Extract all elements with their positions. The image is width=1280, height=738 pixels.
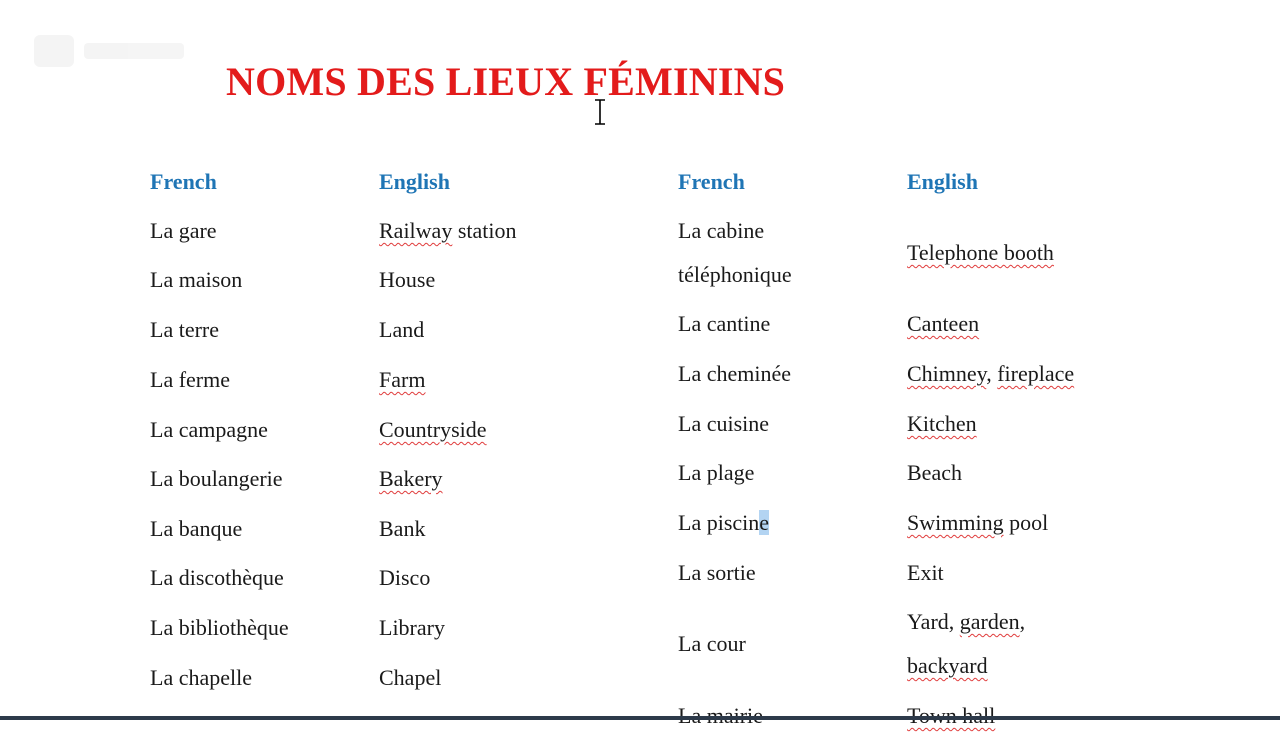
english-term: Bakery — [379, 466, 443, 491]
french-term: La cabine — [678, 218, 765, 243]
window-bottom-edge — [0, 716, 1280, 720]
text-cursor-icon — [592, 98, 608, 126]
english-term: Library — [379, 615, 445, 640]
french-term: La maison — [150, 267, 243, 292]
header-english-left: English — [379, 169, 450, 194]
french-term: La cuisine — [678, 411, 770, 436]
french-term: La gare — [150, 218, 217, 243]
french-term: La discothèque — [150, 565, 284, 590]
french-term: La sortie — [678, 560, 756, 585]
english-term — [907, 600, 1025, 644]
french-term: La ferme — [150, 367, 230, 392]
french-term: La campagne — [150, 417, 268, 442]
english-term — [907, 501, 1048, 545]
english-term: Beach — [907, 460, 962, 485]
french-term: La cantine — [678, 311, 771, 336]
english-term: Kitchen — [907, 411, 977, 436]
watermark-logo — [34, 34, 194, 68]
english-term-continued: backyard — [907, 653, 988, 678]
english-term-word: Chimney — [907, 361, 987, 386]
english-term-word: Swimming — [907, 510, 1004, 535]
page-title: NOMS DES LIEUX FÉMININS — [226, 59, 786, 104]
french-term: La bibliothèque — [150, 615, 289, 640]
french-term: La plage — [678, 460, 755, 485]
logo-wordmark — [84, 43, 184, 59]
french-term: La boulangerie — [150, 466, 283, 491]
header-french-right: French — [678, 169, 745, 194]
french-term-text: La piscin — [678, 510, 760, 535]
english-term-word: pool — [1003, 510, 1049, 535]
english-term-word: Yard — [907, 609, 949, 634]
logo-mark-icon — [34, 35, 74, 67]
english-term: Land — [379, 317, 425, 342]
french-term: La banque — [150, 516, 243, 541]
english-term-word: fireplace — [997, 361, 1075, 386]
english-term: Countryside — [379, 417, 487, 442]
english-term: Chapel — [379, 665, 442, 690]
english-term: Railway station — [379, 218, 517, 243]
header-english-right: English — [907, 169, 978, 194]
english-term: Bank — [379, 516, 426, 541]
english-term — [907, 352, 1074, 396]
english-term: Farm — [379, 367, 426, 392]
french-term: La cour — [678, 631, 746, 656]
english-term: Canteen — [907, 311, 980, 336]
english-term — [907, 231, 1054, 275]
text-selection: e — [759, 510, 770, 535]
english-term-separator: , — [986, 361, 998, 386]
header-french-left: French — [150, 169, 217, 194]
french-term: La cheminée — [678, 361, 791, 386]
english-term-separator: , — [1019, 609, 1026, 634]
english-term-word: booth — [998, 240, 1054, 265]
english-term: House — [379, 267, 436, 292]
english-term-word: Telephone — [907, 240, 999, 265]
french-term: La terre — [150, 317, 219, 342]
english-term-word: garden — [959, 609, 1020, 634]
french-term — [678, 501, 769, 545]
french-term: La chapelle — [150, 665, 252, 690]
english-term: Disco — [379, 565, 431, 590]
english-term-word: Railway — [379, 218, 453, 243]
french-term-continued: téléphonique — [678, 262, 792, 287]
english-term-separator: , — [948, 609, 960, 634]
english-term: Exit — [907, 560, 944, 585]
